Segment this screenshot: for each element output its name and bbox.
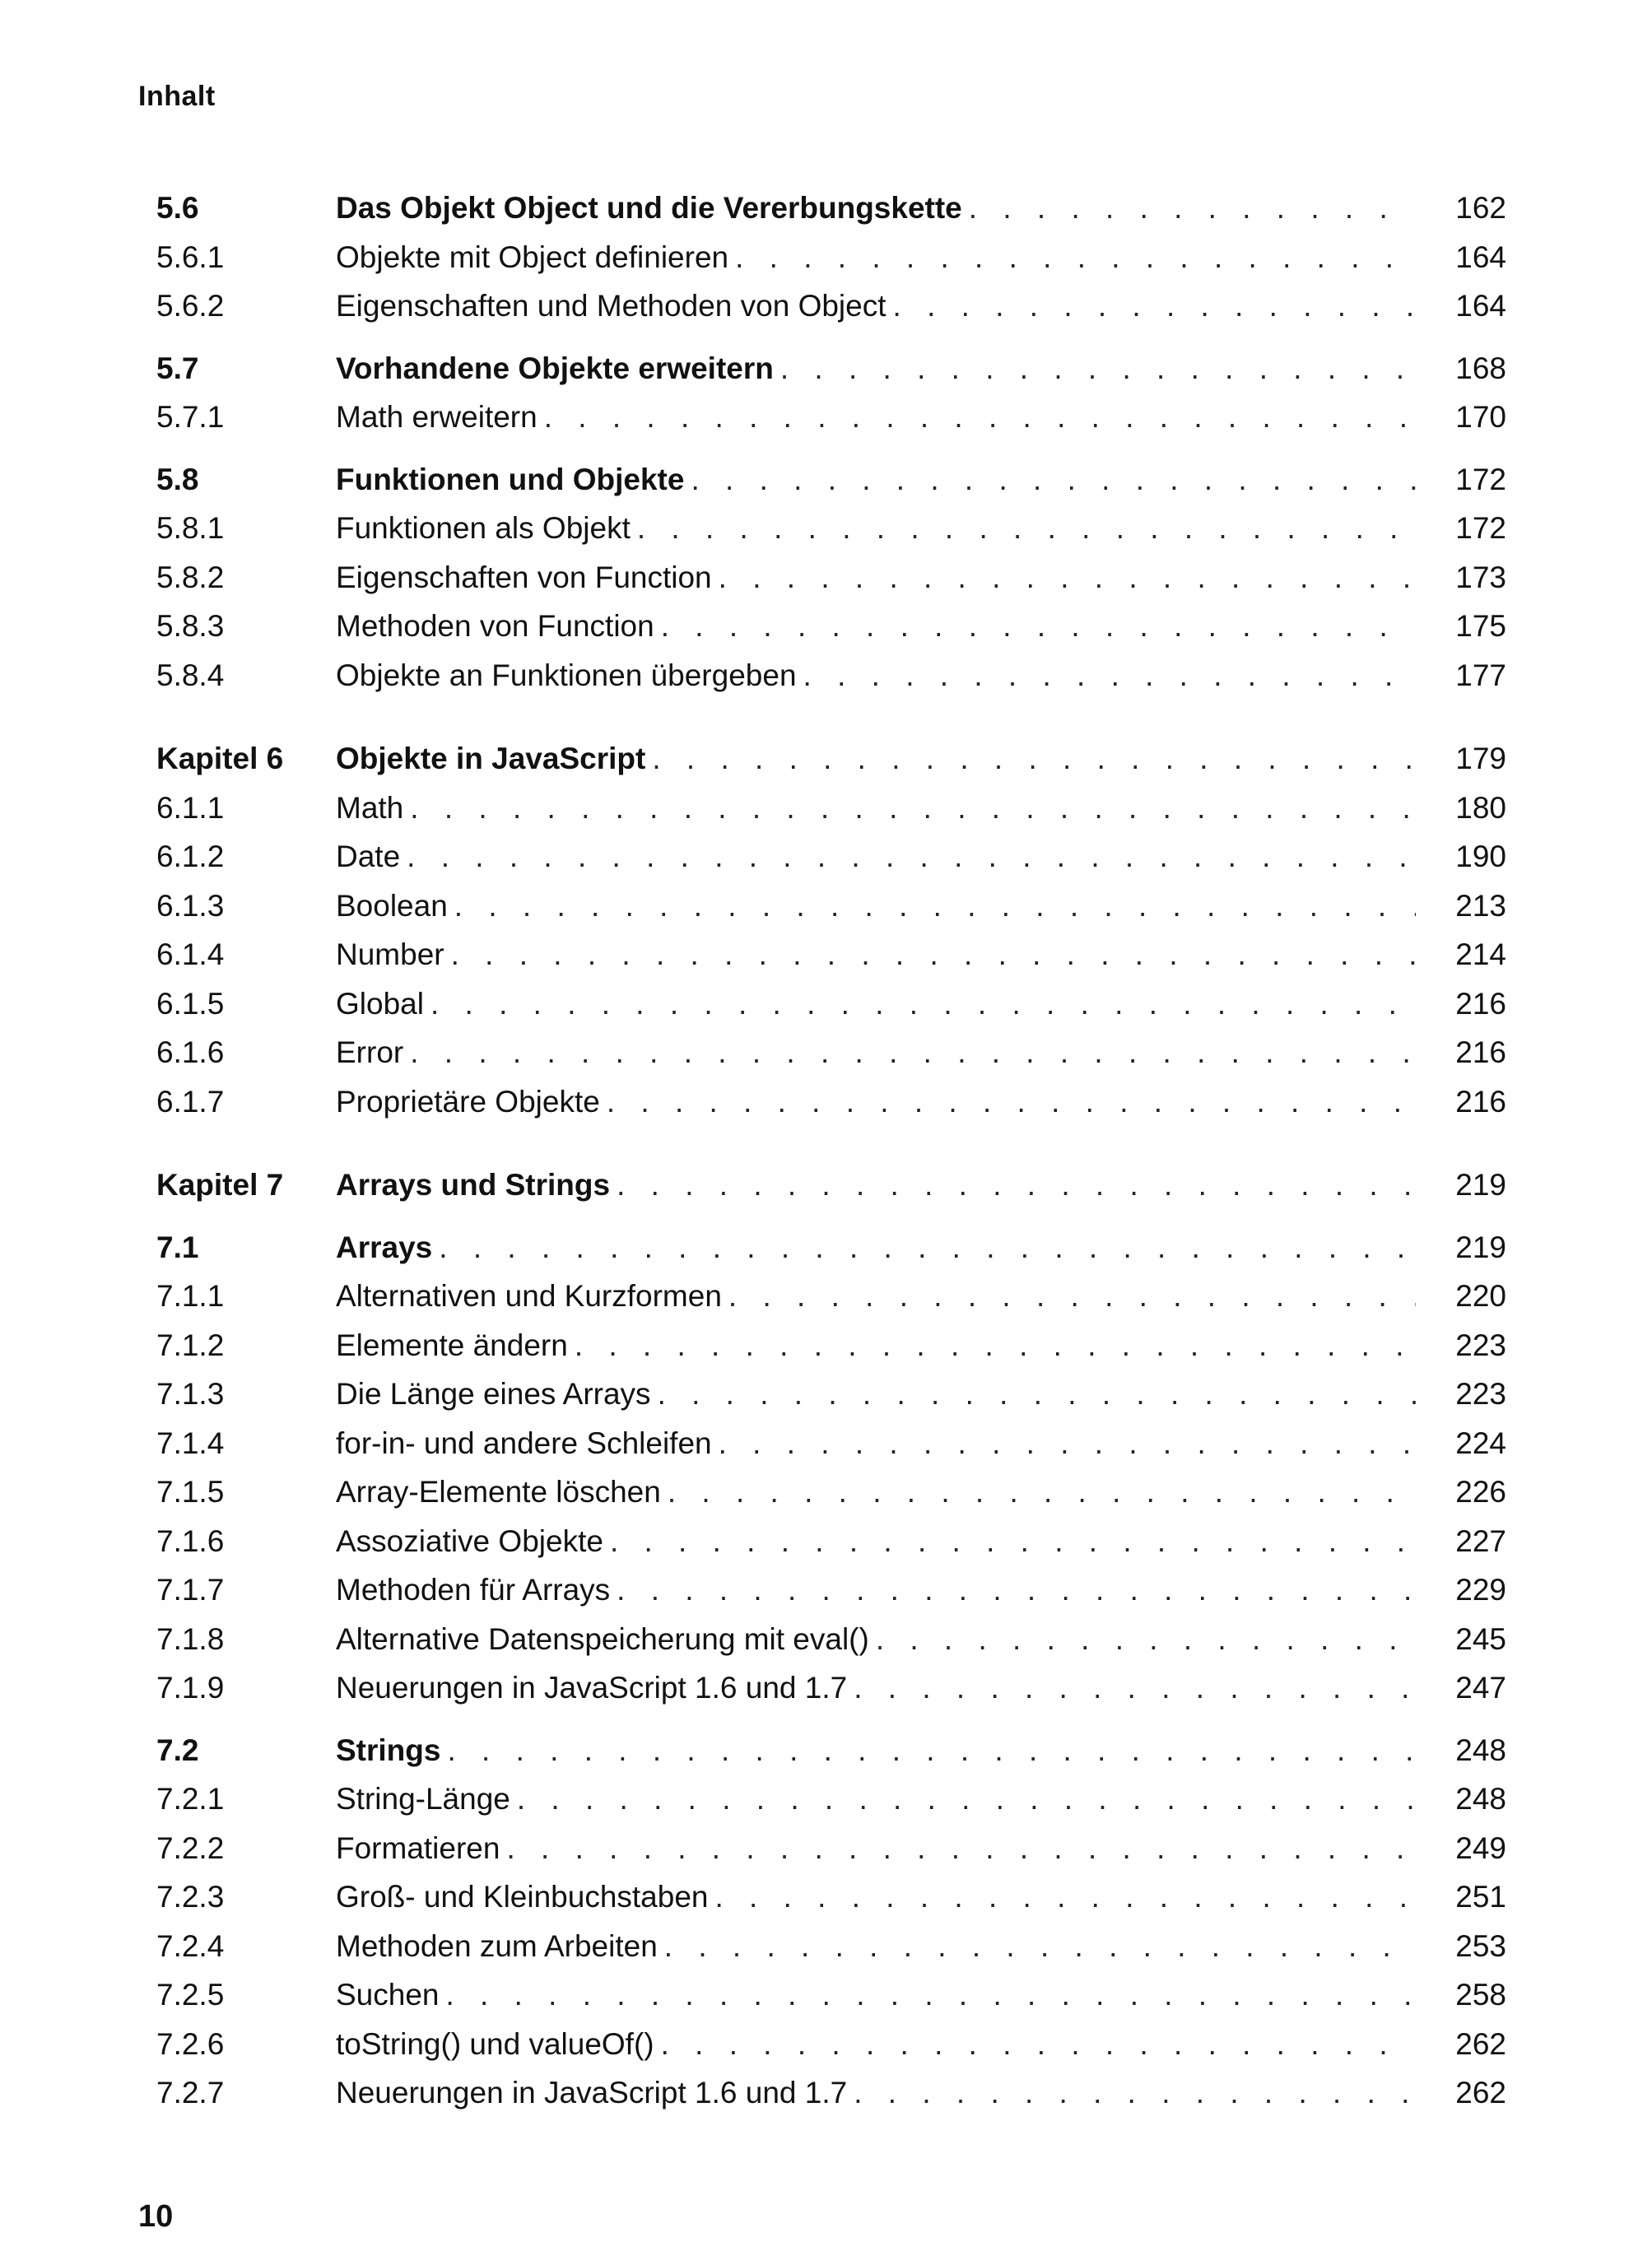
dot-leader <box>607 1085 1416 1119</box>
toc-entry <box>156 889 1506 938</box>
toc-entry-title: Number <box>336 937 444 971</box>
toc-entry-page: 172 <box>1455 462 1506 496</box>
dot-leader <box>517 1782 1416 1816</box>
toc-entry-page: 226 <box>1455 1475 1506 1509</box>
dot-leader <box>447 1733 1416 1768</box>
toc-entry-number: 5.8 <box>156 462 199 496</box>
toc-entry-page: 170 <box>1455 400 1506 434</box>
toc-entry-title: Funktionen und Objekte <box>336 462 685 496</box>
toc-entry-title: Vorhandene Objekte erweitern <box>336 351 774 385</box>
dot-leader <box>876 1622 1416 1657</box>
toc-entry-number: 6.1.3 <box>156 888 225 923</box>
toc-entry <box>156 742 1506 791</box>
toc-entry-title: Funktionen als Objekt <box>336 511 631 545</box>
toc-entry-title: Proprietäre Objekte <box>336 1084 600 1119</box>
dot-leader <box>506 1831 1416 1866</box>
toc-entry-page: 216 <box>1455 986 1506 1021</box>
toc-entry-title: Eigenschaften von Function <box>336 560 712 594</box>
toc-entry-title: Boolean <box>336 888 448 923</box>
dot-leader <box>780 351 1416 386</box>
toc-entry-title: toString() und valueOf() <box>336 2026 654 2061</box>
toc-entry-number: 7.1.3 <box>156 1377 225 1411</box>
toc-entry-number: 7.2.5 <box>156 1978 225 2012</box>
toc-entry-title-wrap <box>336 351 1416 386</box>
toc-entry-title: String-Länge <box>336 1782 510 1816</box>
toc-entry <box>156 937 1506 987</box>
toc-entry-title-wrap <box>336 1085 1416 1119</box>
dot-leader <box>715 1880 1417 1914</box>
toc-entry-title-wrap <box>336 840 1416 874</box>
dot-leader <box>661 609 1416 644</box>
toc-entry <box>156 351 1506 401</box>
toc-entry-page: 251 <box>1455 1880 1506 1914</box>
toc-entry-number: 7.1.6 <box>156 1523 225 1558</box>
toc-entry-page: 177 <box>1455 658 1506 692</box>
dot-leader <box>893 289 1416 323</box>
toc-entry-number: Kapitel 6 <box>156 742 284 775</box>
toc-entry <box>156 1880 1506 1929</box>
toc-entry-number: 5.7 <box>156 351 199 385</box>
toc-entry-title-wrap <box>336 937 1416 972</box>
dot-leader <box>803 658 1416 693</box>
toc-entry <box>156 840 1506 889</box>
toc-entry-number: 7.2.4 <box>156 1928 225 1963</box>
toc-entry <box>156 1230 1506 1280</box>
dot-leader <box>544 400 1416 435</box>
dot-leader <box>407 840 1416 874</box>
toc-entry-page: 190 <box>1455 840 1506 873</box>
toc-entry <box>156 561 1506 610</box>
dot-leader <box>658 1377 1416 1412</box>
toc-entry-number: 6.1.7 <box>156 1084 225 1119</box>
toc-entry-title-wrap <box>336 1831 1416 1866</box>
toc-entry-title-wrap <box>336 1377 1416 1412</box>
toc-entry-page: 175 <box>1455 609 1506 643</box>
toc-entry-number: 7.2 <box>156 1733 199 1767</box>
toc-entry-page: 227 <box>1455 1523 1506 1558</box>
toc-entry-number: 6.1.6 <box>156 1035 225 1069</box>
dot-leader <box>652 742 1416 776</box>
dot-leader <box>691 463 1416 497</box>
toc-entry-number: 7.1.4 <box>156 1426 225 1460</box>
toc-entry-title: Groß- und Kleinbuchstaben <box>336 1880 709 1914</box>
toc-entry-title: Elemente ändern <box>336 1328 568 1362</box>
toc-entry-title: Arrays und Strings <box>336 1168 611 1202</box>
toc-entry-title-wrap <box>336 240 1416 275</box>
toc-entry-number: 5.6.1 <box>156 240 225 274</box>
table-of-contents <box>156 191 1506 2125</box>
toc-entry-number: 5.7.1 <box>156 400 225 434</box>
toc-entry-number: 7.1.9 <box>156 1671 225 1705</box>
toc-entry <box>156 1035 1506 1085</box>
toc-entry-title-wrap <box>336 889 1416 923</box>
toc-entry <box>156 1085 1506 1134</box>
toc-entry-title-wrap <box>336 1671 1416 1705</box>
toc-entry-title-wrap <box>336 658 1416 693</box>
toc-entry <box>156 1279 1506 1328</box>
toc-entry-number: 5.8.4 <box>156 658 225 692</box>
toc-entry <box>156 191 1506 240</box>
toc-entry <box>156 1831 1506 1881</box>
toc-entry-title-wrap <box>336 463 1416 497</box>
toc-entry-page: 220 <box>1455 1279 1506 1313</box>
dot-leader <box>719 1426 1416 1461</box>
toc-entry-title: Eigenschaften und Methoden von Object <box>336 289 886 323</box>
toc-entry-page: 245 <box>1455 1621 1506 1656</box>
toc-entry-number: Kapitel 7 <box>156 1168 284 1202</box>
toc-entry <box>156 791 1506 840</box>
dot-leader <box>854 2076 1416 2110</box>
toc-entry <box>156 1475 1506 1524</box>
toc-entry-title: Math <box>336 790 404 825</box>
toc-entry-title-wrap <box>336 191 1416 226</box>
toc-entry-title-wrap <box>336 1978 1416 2012</box>
toc-entry-title: Alternative Datenspeicherung mit eval() <box>336 1621 869 1656</box>
toc-entry-page: 262 <box>1455 2076 1506 2109</box>
toc-entry-number: 6.1.4 <box>156 937 225 971</box>
toc-entry-title-wrap <box>336 1279 1416 1314</box>
dot-leader <box>451 937 1416 972</box>
toc-entry-page: 223 <box>1455 1328 1506 1362</box>
toc-entry <box>156 609 1506 658</box>
toc-entry <box>156 987 1506 1036</box>
toc-entry-number: 7.1.1 <box>156 1279 225 1313</box>
toc-entry-page: 168 <box>1455 351 1506 385</box>
toc-entry <box>156 2076 1506 2125</box>
toc-entry-page: 253 <box>1455 1928 1506 1963</box>
dot-leader <box>969 191 1416 226</box>
toc-entry-title-wrap <box>336 791 1416 826</box>
toc-entry-title: Methoden für Arrays <box>336 1573 611 1607</box>
toc-entry-number: 7.1.7 <box>156 1573 225 1607</box>
toc-entry-page: 172 <box>1455 511 1506 545</box>
toc-entry-number: 5.8.1 <box>156 511 225 545</box>
toc-entry-number: 6.1.5 <box>156 986 225 1021</box>
toc-entry <box>156 1622 1506 1672</box>
toc-entry-number: 7.1.2 <box>156 1328 225 1362</box>
toc-entry-title-wrap <box>336 1524 1416 1559</box>
toc-entry-title-wrap <box>336 561 1416 595</box>
toc-entry-title-wrap <box>336 609 1416 644</box>
toc-entry-number: 7.2.7 <box>156 2076 225 2109</box>
toc-entry-title: Date <box>336 840 401 873</box>
toc-entry-page: 248 <box>1455 1733 1506 1767</box>
dot-leader <box>617 1168 1416 1202</box>
toc-entry-title: for-in- und andere Schleifen <box>336 1426 712 1460</box>
toc-entry <box>156 1929 1506 1979</box>
toc-entry-page: 216 <box>1455 1084 1506 1119</box>
running-head: Inhalt <box>138 81 216 112</box>
toc-entry-title-wrap <box>336 289 1416 323</box>
toc-entry-title-wrap <box>336 2076 1416 2110</box>
toc-entry-page: 179 <box>1455 742 1506 775</box>
toc-entry <box>156 1671 1506 1720</box>
toc-entry-title-wrap <box>336 1168 1416 1202</box>
toc-entry-title: Error <box>336 1035 404 1069</box>
dot-leader <box>575 1328 1416 1363</box>
dot-leader <box>719 561 1416 595</box>
toc-entry-page: 249 <box>1455 1830 1506 1865</box>
toc-entry <box>156 1328 1506 1378</box>
toc-entry-page: 216 <box>1455 1035 1506 1069</box>
dot-leader <box>410 791 1416 826</box>
toc-entry-number: 6.1.1 <box>156 790 225 825</box>
toc-entry <box>156 2027 1506 2077</box>
toc-entry-page: 248 <box>1455 1782 1506 1816</box>
toc-entry-title: Strings <box>336 1733 441 1767</box>
toc-entry <box>156 1782 1506 1831</box>
toc-entry-title: Neuerungen in JavaScript 1.6 und 1.7 <box>336 2076 848 2109</box>
toc-entry-page: 162 <box>1455 191 1506 225</box>
toc-entry-page: 224 <box>1455 1426 1506 1460</box>
toc-entry-title-wrap <box>336 1782 1416 1816</box>
toc-entry-number: 7.2.3 <box>156 1880 225 1914</box>
toc-entry-page: 164 <box>1455 289 1506 323</box>
toc-entry-title: Assoziative Objekte <box>336 1523 603 1558</box>
dot-leader <box>854 1671 1416 1705</box>
toc-entry-number: 5.6.2 <box>156 289 225 323</box>
dot-leader <box>668 1475 1416 1509</box>
toc-entry-title-wrap <box>336 742 1416 776</box>
toc-entry-title: Formatieren <box>336 1830 500 1865</box>
toc-entry-page: 219 <box>1455 1168 1506 1202</box>
toc-entry-number: 7.2.2 <box>156 1830 225 1865</box>
toc-entry-page: 229 <box>1455 1573 1506 1607</box>
toc-entry-number: 5.8.3 <box>156 609 225 643</box>
toc-entry-title-wrap <box>336 1622 1416 1657</box>
toc-entry-title-wrap <box>336 1475 1416 1509</box>
dot-leader <box>410 1035 1416 1070</box>
toc-entry <box>156 463 1506 512</box>
toc-entry-title: Alternativen und Kurzformen <box>336 1279 722 1313</box>
toc-entry-title-wrap <box>336 1573 1416 1607</box>
toc-entry-title: Objekte in JavaScript <box>336 742 646 775</box>
toc-entry-title-wrap <box>336 400 1416 435</box>
toc-entry-title-wrap <box>336 1880 1416 1914</box>
toc-entry-title-wrap <box>336 2027 1416 2062</box>
toc-entry-title: Array-Elemente löschen <box>336 1475 661 1509</box>
dot-leader <box>454 889 1416 923</box>
toc-entry-page: 173 <box>1455 560 1506 594</box>
toc-entry <box>156 1524 1506 1574</box>
dot-leader <box>637 511 1416 546</box>
toc-entry-number: 7.1.8 <box>156 1621 225 1656</box>
toc-entry <box>156 1168 1506 1217</box>
toc-entry-title-wrap <box>336 1733 1416 1768</box>
toc-entry-title: Objekte an Funktionen übergeben <box>336 658 797 692</box>
toc-entry <box>156 1573 1506 1622</box>
toc-entry <box>156 1377 1506 1426</box>
toc-entry-number: 5.8.2 <box>156 560 225 594</box>
dot-leader <box>735 240 1416 275</box>
dot-leader <box>439 1230 1416 1265</box>
toc-entry-title: Global <box>336 986 424 1021</box>
toc-entry-title: Arrays <box>336 1230 433 1264</box>
toc-entry-page: 258 <box>1455 1978 1506 2012</box>
toc-entry-page: 247 <box>1455 1671 1506 1705</box>
toc-entry-title-wrap <box>336 511 1416 546</box>
toc-entry-page: 164 <box>1455 240 1506 274</box>
toc-entry <box>156 511 1506 561</box>
toc-entry-title-wrap <box>336 1426 1416 1461</box>
toc-entry-page: 223 <box>1455 1377 1506 1411</box>
toc-entry-title: Objekte mit Object definieren <box>336 240 729 274</box>
toc-entry-title: Suchen <box>336 1978 440 2012</box>
toc-entry-title-wrap <box>336 1035 1416 1070</box>
toc-entry-title-wrap <box>336 987 1416 1021</box>
toc-entry-number: 6.1.2 <box>156 840 225 873</box>
dot-leader <box>661 2027 1416 2062</box>
toc-entry-title: Methoden zum Arbeiten <box>336 1928 658 1963</box>
dot-leader <box>446 1978 1417 2012</box>
toc-entry-title-wrap <box>336 1328 1416 1363</box>
toc-entry-page: 180 <box>1455 790 1506 825</box>
toc-entry-page: 219 <box>1455 1230 1506 1264</box>
toc-entry <box>156 1426 1506 1476</box>
dot-leader <box>664 1929 1416 1964</box>
toc-entry-title: Math erweitern <box>336 400 537 434</box>
toc-entry-number: 7.2.6 <box>156 2026 225 2061</box>
toc-entry <box>156 658 1506 708</box>
toc-entry-page: 213 <box>1455 888 1506 923</box>
toc-entry <box>156 1978 1506 2027</box>
toc-entry-title-wrap <box>336 1230 1416 1265</box>
toc-entry-page: 262 <box>1455 2026 1506 2061</box>
toc-entry-number: 7.1 <box>156 1230 199 1264</box>
toc-entry-title-wrap <box>336 1929 1416 1964</box>
dot-leader <box>430 987 1416 1021</box>
toc-entry-title: Die Länge eines Arrays <box>336 1377 651 1411</box>
toc-entry <box>156 1733 1506 1783</box>
toc-entry <box>156 400 1506 449</box>
toc-entry-number: 5.6 <box>156 191 199 225</box>
dot-leader <box>617 1573 1416 1607</box>
dot-leader <box>728 1279 1416 1314</box>
dot-leader <box>610 1524 1416 1559</box>
toc-entry <box>156 289 1506 338</box>
toc-entry-number: 7.2.1 <box>156 1782 225 1816</box>
toc-entry-title: Methoden von Function <box>336 609 654 643</box>
toc-entry-number: 7.1.5 <box>156 1475 225 1509</box>
toc-entry-title: Neuerungen in JavaScript 1.6 und 1.7 <box>336 1671 848 1705</box>
toc-entry <box>156 240 1506 290</box>
page-number: 10 <box>138 2199 174 2234</box>
toc-entry-title: Das Objekt Object und die Vererbungskette <box>336 191 962 225</box>
toc-entry-page: 214 <box>1455 937 1506 971</box>
